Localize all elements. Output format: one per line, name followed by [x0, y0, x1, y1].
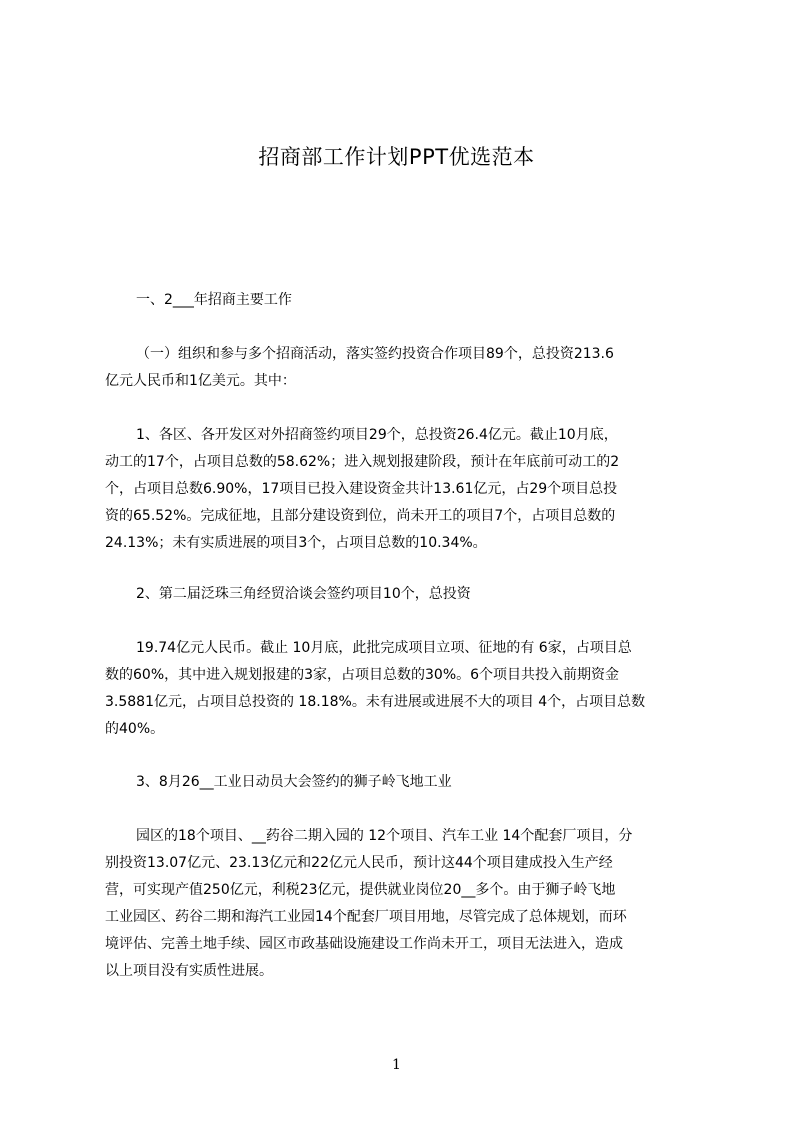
paragraph-line: 动工的17个，占项目总数的58.62%；进入规划报建阶段，预计在年底前可动工的2	[105, 454, 620, 470]
paragraph-line: （一）组织和参与多个招商活动，落实签约投资合作项目89个，总投资213.6	[136, 346, 614, 362]
paragraph-line: 1、各区、各开发区对外招商签约项目29个，总投资26.4亿元。截止10月底，	[136, 427, 618, 443]
paragraph-line: 数的60%，其中进入规划报建的3家，占项目总数的30%。6个项目共投入前期资金	[105, 667, 620, 683]
paragraph-line: 的40%。	[105, 721, 165, 737]
subsection-heading: 2、第二届泛珠三角经贸洽谈会签约项目10个，总投资	[136, 586, 471, 602]
subsection-heading: 3、8月26__工业日动员大会签约的狮子岭飞地工业	[136, 774, 452, 790]
paragraph-line: 工业园区、药谷二期和海汽工业园14个配套厂项目用地，尽管完成了总体规划，而环	[105, 909, 627, 925]
document-title: 招商部工作计划PPT优选范本	[258, 145, 535, 169]
paragraph-line: 资的65.52%。完成征地，且部分建设资到位，尚未开工的项目7个，占项目总数的	[105, 508, 616, 524]
page-number: 1	[392, 1057, 401, 1073]
paragraph-line: 个，占项目总数6.90%，17项目已投入建设资金共计13.61亿元，占29个项目总投	[105, 481, 618, 497]
paragraph-line: 亿元人民币和1亿美元。其中：	[105, 373, 296, 389]
section-heading: 一、2___年招商主要工作	[136, 292, 292, 308]
paragraph-line: 19.74亿元人民币。截止 10月底，此批完成项目立项、征地的有 6家，占项目总	[136, 640, 632, 656]
paragraph-line: 以上项目没有实质性进展。	[105, 963, 273, 979]
paragraph-line: 园区的18个项目、__药谷二期入园的 12个项目、汽车工业 14个配套厂项目，分	[136, 828, 633, 844]
paragraph-line: 营，可实现产值250亿元，利税23亿元，提供就业岗位20__多个。由于狮子岭飞地	[105, 882, 616, 898]
paragraph-line: 境评估、完善土地手续、园区市政基础设施建设工作尚未开工，项目无法进入，造成	[105, 936, 623, 952]
paragraph-line: 别投资13.07亿元、23.13亿元和22亿元人民币，预计这44个项目建成投入生产经	[105, 855, 613, 871]
paragraph-line: 24.13%；未有实质进展的项目3个，占项目总数的10.34%。	[105, 535, 487, 551]
paragraph-line: 3.5881亿元，占项目总投资的 18.18%。未有进展或进展不大的项目 4个，占项目总数	[105, 694, 646, 710]
